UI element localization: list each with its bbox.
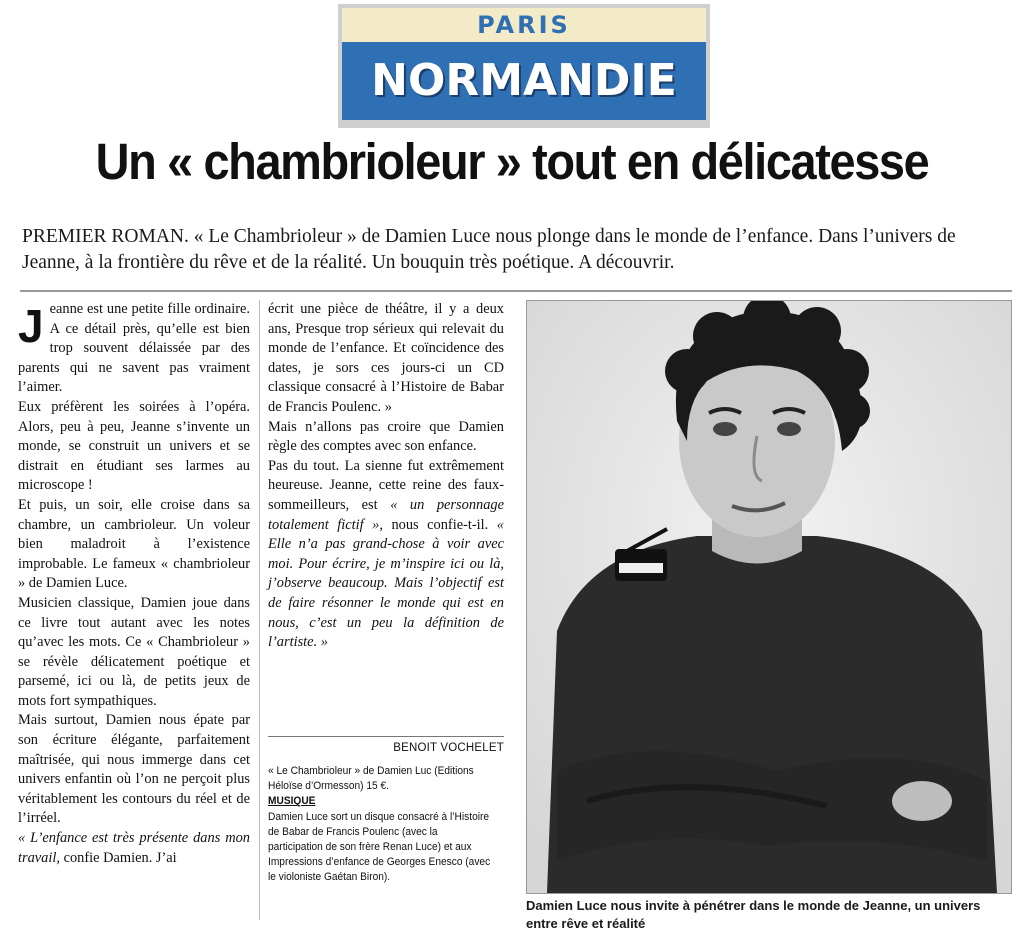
paragraph-5: Mais surtout, Damien nous épate par son écriture élégante, parfaitement maîtrisée, qui nous immerge dans cet univers enfantin où l’on ne perçoit plus véritablement les contours du réel et de l’irréel.	[18, 712, 250, 827]
byline: BENOIT VOCHELET	[393, 742, 504, 754]
masthead-normandie: NORMANDIE	[342, 42, 706, 120]
masthead-logo	[338, 4, 710, 128]
photo-caption: Damien Luce nous invite à pénétrer dans le monde de Jeanne, un univers entre rêve et réalité	[526, 898, 981, 931]
paragraph-6	[18, 829, 250, 868]
header-divider	[20, 290, 1012, 292]
portrait-illustration	[527, 301, 1011, 893]
paragraph-9-text-c: , nous confie-t-il.	[379, 516, 497, 533]
info-book: « Le Chambrioleur » de Damien Luc (Editions Héloïse d’Ormesson) 15 €.	[268, 765, 474, 793]
paragraph-7: écrit une pièce de théâtre, il y a deux ans, Presque trop sérieux qui relevait du monde de l’enfance. Et coïncidence des dates, je sors ces jours-ci un CD classique consacré à l’Histoire de Babar de Francis Poulenc. »	[268, 301, 504, 415]
masthead-paris: PARIS	[342, 8, 706, 42]
portrait-photo	[526, 300, 1012, 894]
headline: Un « chambrioleur » tout en délicatesse	[95, 133, 929, 190]
info-box	[268, 764, 495, 886]
info-music-header: MUSIQUE	[268, 795, 316, 808]
drop-cap: J	[18, 300, 44, 352]
paragraph-3: Et puis, un soir, elle croise dans sa chambre, un cambrioleur. Un voleur bien maladroit à l’existence improbable. Le fameux « chambrioleur » de Damien Luce.	[18, 496, 250, 592]
quote-italic-d: « Elle n’a pas grand-chose à voir avec moi. Pour écrire, je m’inspire ici ou là, j’observe beaucoup. Mais l’objectif est de faire résonner le monde qui est en nous, c’est un peu la définition de l’artiste. »	[268, 516, 504, 651]
lead-paragraph: PREMIER ROMAN. « Le Chambrioleur » de Damien Luce nous plonge dans le monde de l’enfance. Dans l’univers de Jeanne, à la frontière du rêve et de la réalité. Un bouquin très poétique. A découvrir.	[22, 226, 956, 273]
paragraph-8: Mais n’allons pas croire que Damien règle des comptes avec son enfance.	[268, 418, 504, 455]
article-column-1	[18, 300, 250, 868]
paragraph-2: Eux préfèrent les soirées à l’opéra. Alors, peu à peu, Jeanne s’invente un monde, se construit un univers et se distrait en étudiant ses larmes au microscope !	[18, 398, 250, 494]
paragraph-6-text: confie Damien. J’ai	[59, 849, 177, 866]
info-music: Damien Luce sort un disque consacré à l’Histoire de Babar de Francis Poulenc (avec la participation de son frère Renan Luce) et aux Impressions d’enfance de Georges Enesco (avec le violoniste Gaétan Biron).	[268, 810, 491, 884]
paragraph-4: Musicien classique, Damien joue dans ce livre tout autant avec les notes qu’avec les mots. Ce « Chambrioleur » se révèle délicatement poétique et parsemé, ici ou là, de petits jeux de mots fort sympathiques.	[18, 594, 250, 709]
quote-italic: « L’enfance est très présente dans mon travail,	[18, 830, 250, 866]
article-column-2	[268, 300, 504, 653]
paragraph-9	[268, 457, 504, 653]
quote-italic-b: « un personnage totalement fictif »	[268, 496, 504, 533]
paragraph-9-text-a: Pas du tout. La sienne fut extrêmement heureuse. Jeanne, cette reine des faux-sommeilleurs, est	[268, 457, 504, 513]
paragraph-1	[18, 300, 250, 398]
paragraph-1-text: eanne est une petite fille ordinaire. A ce détail près, qu’elle est bien trop souvent délaissée par des parents qui ne savent pas vraiment l’aimer.	[18, 301, 250, 396]
byline-rule	[268, 736, 504, 737]
column-separator	[259, 300, 260, 920]
